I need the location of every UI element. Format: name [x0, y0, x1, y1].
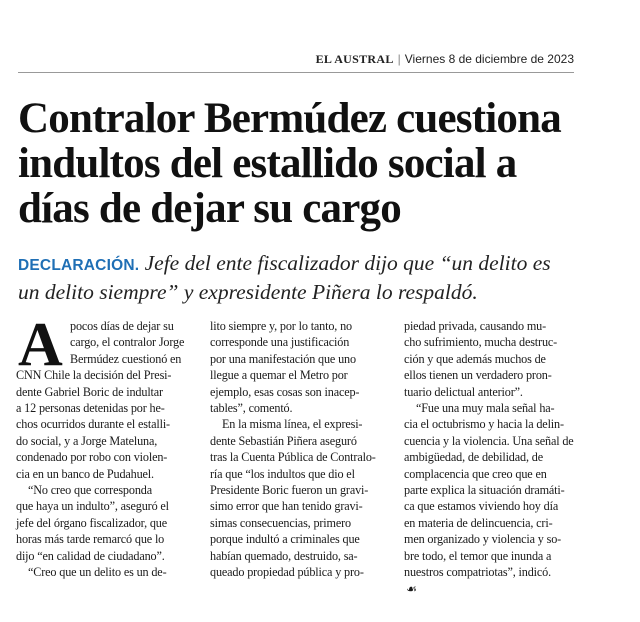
body-line: dente Gabriel Boric de indultar: [16, 384, 163, 399]
body-line: tables”, comentó.: [210, 401, 293, 416]
body-line: “No creo que corresponda: [28, 483, 152, 498]
body-line: parte explica la situación dramáti-: [404, 483, 565, 498]
deck: [18, 250, 598, 305]
body-line: bre todo, el temor que inunda a: [404, 548, 552, 563]
body-line: corresponde una justificación: [210, 335, 350, 350]
deck-text: Jefe del ente fiscalizador dijo que “un delito es: [144, 251, 551, 275]
body-line: condenado por robo con violen-: [16, 450, 168, 465]
deck-line: [18, 250, 598, 279]
body-line: simo error que han tenido gravi-: [210, 499, 363, 514]
body-line: ellos tienen un verdadero pron-: [404, 368, 552, 383]
body-line: jefe del órgano fiscalizador, que: [16, 515, 168, 530]
column-2: [210, 318, 382, 581]
header-rule: [18, 72, 574, 73]
deck-line: un delito siempre” y expresidente Piñera lo respaldó.: [18, 280, 478, 304]
body-line: tuario delictual anterior”.: [404, 384, 523, 399]
body-line: “Fue una muy mala señal ha-: [416, 401, 555, 416]
body-line: cia el octubrismo y hacia la delin-: [404, 417, 564, 432]
body-line: pocos días de dejar su: [70, 319, 174, 333]
body-line: simas consecuencias, primero: [210, 515, 351, 530]
body-line: chos ocurridos durante el estalli-: [16, 417, 170, 432]
newspaper-header: [316, 52, 574, 67]
body-line: En la misma línea, el expresi-: [222, 417, 363, 432]
headline-line: indultos del estallido social a: [18, 140, 517, 187]
body-line: “Creo que un delito es un de-: [28, 565, 167, 580]
publication-name: EL AUSTRAL: [315, 52, 394, 66]
body-line: cho sufrimiento, mucha destruc-: [404, 335, 558, 350]
header-separator: |: [397, 52, 401, 66]
body-line: porque indultó a criminales que: [210, 532, 360, 547]
body-line: ambigüedad, de debilidad, de: [404, 450, 543, 465]
body-line: habían quemado, destruido, sa-: [210, 548, 358, 563]
body-line: complacencia que creo que en: [404, 466, 547, 481]
body-line: cuencia y la violencia. Una señal de: [404, 433, 574, 448]
headline-line: Contralor Bermúdez cuestiona: [18, 95, 561, 142]
article-body: [16, 311, 588, 608]
publication-date: Viernes 8 de diciembre de 2023: [404, 52, 574, 66]
body-line: en materia de delincuencia, cri-: [404, 515, 553, 530]
body-line: ría que “los indultos que dio el: [210, 466, 355, 481]
body-line: ción y que además muchos de: [404, 351, 546, 366]
body-line: llegue a quemar el Metro por: [210, 368, 348, 383]
body-line: Presidente Boric fueron un gravi-: [210, 483, 369, 498]
drop-cap: A: [18, 311, 63, 379]
body-line: piedad privada, causando mu-: [404, 319, 546, 333]
body-line: tras la Cuenta Pública de Contralo-: [210, 450, 376, 465]
headline: [18, 96, 618, 231]
body-line: queado propiedad pública y pro-: [210, 565, 364, 580]
body-line: do social, y a Jorge Mateluna,: [16, 433, 158, 448]
body-line: dente Sebastián Piñera aseguró: [210, 433, 357, 448]
body-line: cargo, el contralor Jorge: [70, 335, 185, 350]
body-line-text: nuestros compatriotas”, indicó.: [404, 565, 551, 580]
body-line: Bermúdez cuestionó en: [70, 351, 182, 366]
body-line: lito siempre y, por lo tanto, no: [210, 319, 352, 333]
body-line: a 12 personas detenidas por he-: [16, 401, 165, 416]
body-line: CNN Chile la decisión del Presi-: [16, 368, 172, 383]
kicker: DECLARACIÓN.: [18, 257, 140, 274]
body-line: por una manifestación que uno: [210, 351, 356, 366]
end-of-article-icon: ☙: [406, 581, 417, 596]
body-line: horas más tarde remarcó que lo: [16, 532, 165, 547]
body-line: ejemplo, esas cosas son inacep-: [210, 384, 360, 399]
body-line: men organizado y violencia y so-: [404, 532, 562, 547]
body-line: dijo “en calidad de ciudadano”.: [16, 548, 165, 563]
body-line: cia en un banco de Pudahuel.: [16, 466, 154, 481]
column-1: [16, 311, 188, 581]
body-line: ca que estamos viviendo hoy día: [404, 499, 559, 514]
body-line: que haya un indulto”, aseguró el: [16, 499, 169, 514]
column-3: [404, 318, 576, 597]
headline-line: días de dejar su cargo: [18, 185, 401, 232]
body-line: [404, 564, 576, 597]
